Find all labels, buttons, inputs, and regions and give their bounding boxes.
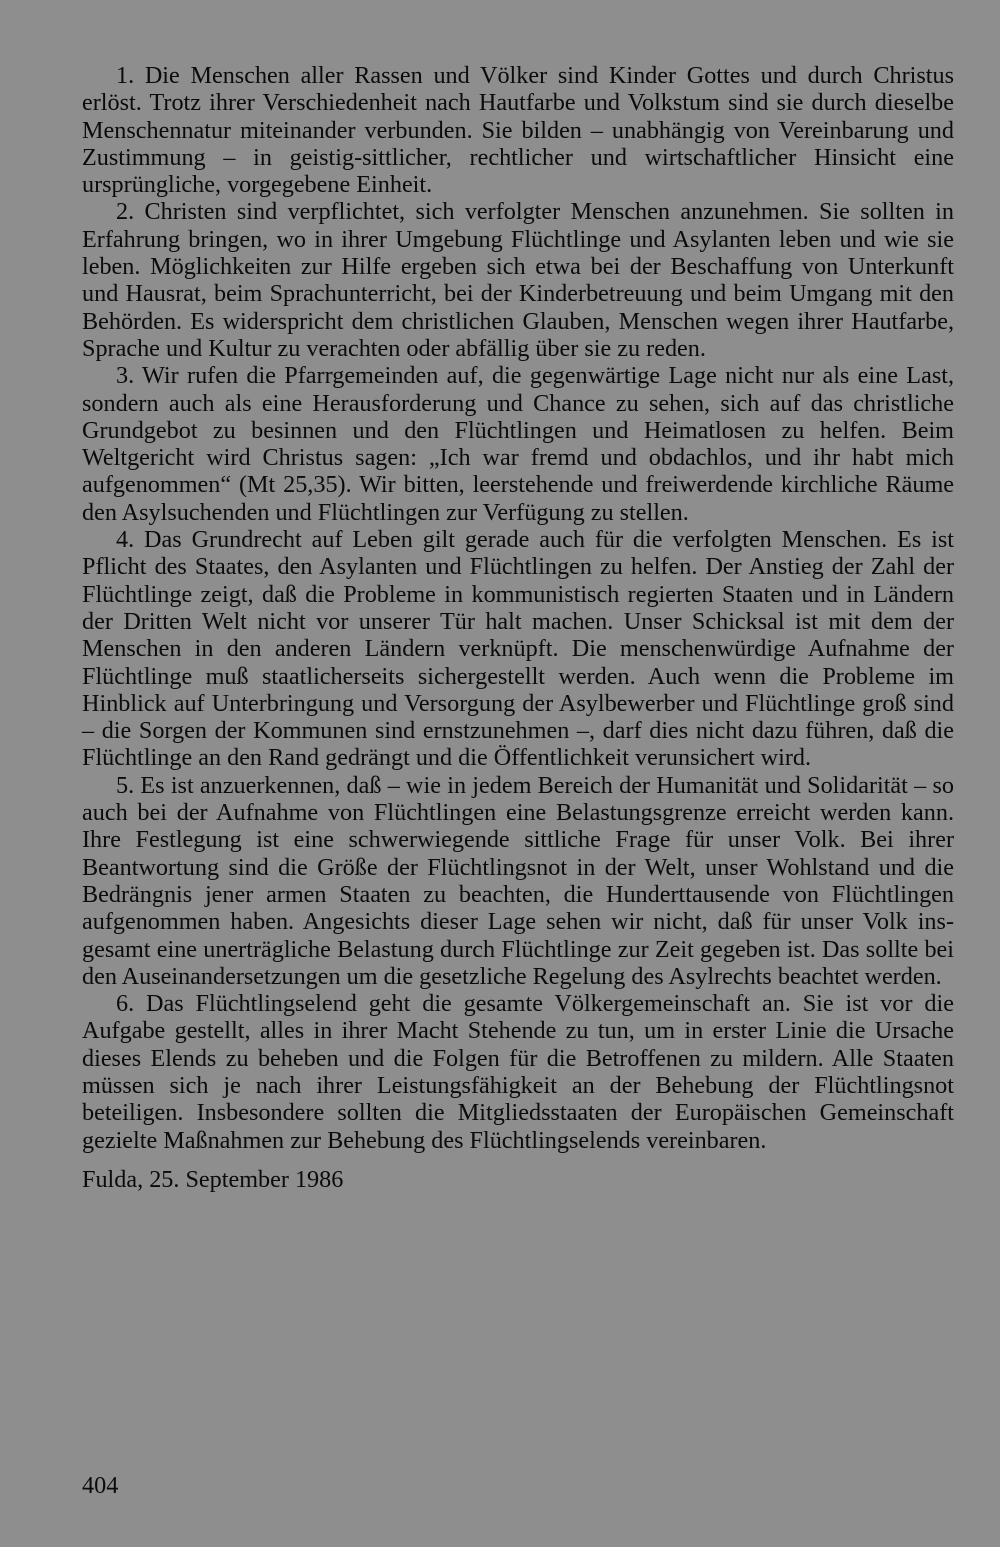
page-number: 404 — [82, 1472, 119, 1499]
paragraph-3: 3. Wir rufen die Pfarrgemeinden auf, die gegenwärtige Lage nicht nur als eine Last, sondern auch als eine Herausforderung und Chance zu sehen, sich auf das christliche Grundgebot zu besinnen und den Flüchtlingen und Heimatlosen zu helfen. Beim Weltgericht wird Christus sagen: „Ich war fremd und obdachlos, und ihr habt mich aufgenommen“ (Mt 25,35). Wir bitten, leerstehende und freiwerdende kirchliche Räume den Asylsuchenden und Flüchtlingen zur Verfügung zu stellen. — [82, 362, 954, 526]
paragraph-5: 5. Es ist anzuerkennen, daß – wie in jedem Bereich der Humanität und Solidarität – so auch bei der Aufnahme von Flüchtlingen eine Belastungsgrenze erreicht werden kann. Ihre Festlegung ist eine schwerwiegende sittliche Frage für unser Volk. Bei ihrer Beantwortung sind die Größe der Flüchtlingsnot in der Welt, unser Wohlstand und die Bedrängnis jener armen Staaten zu beachten, die Hunderttausende von Flüchtlingen aufgenommen haben. Angesichts dieser Lage sehen wir nicht, daß für unser Volk insgesamt eine unerträgliche Belastung durch Flüchtlinge zur Zeit gegeben ist. Das sollte bei den Auseinandersetzungen um die gesetzliche Regelung des Asylrechts beachtet werden. — [82, 771, 954, 990]
paragraph-4: 4. Das Grundrecht auf Leben gilt gerade auch für die verfolgten Menschen. Es ist Pflicht des Staates, den Asylanten und Flüchtlingen zu helfen. Der Anstieg der Zahl der Flüchtlinge zeigt, daß die Probleme in kommunistisch regierten Staaten und in Ländern der Dritten Welt nicht vor unserer Tür halt machen. Unser Schicksal ist mit dem der Menschen in den anderen Ländern verknüpft. Die menschenwürdige Aufnahme der Flüchtlinge muß staatlicherseits sichergestellt werden. Auch wenn die Probleme im Hinblick auf Unterbringung und Versorgung der Asylbewerber und Flüchtlinge groß sind – die Sorgen der Kommunen sind ernstzunehmen –, darf dies nicht dazu führen, daß die Flüchtlinge an den Rand gedrängt und die Öffentlichkeit verunsichert wird. — [82, 526, 954, 772]
paragraph-1: 1. Die Menschen aller Rassen und Völker sind Kinder Gottes und durch Christus erlöst. Trotz ihrer Verschiedenheit nach Hautfarbe und Volkstum sind sie durch dieselbe Menschennatur miteinander verbunden. Sie bilden – unabhängig von Vereinbarung und Zustimmung – in geistig-sittlicher, rechtlicher und wirtschaftlicher Hinsicht eine ursprüngliche, vorgegebene Einheit. — [82, 62, 954, 199]
dateline: Fulda, 25. September 1986 — [82, 1165, 344, 1193]
paragraph-6: 6. Das Flüchtlingselend geht die gesamte Völkergemeinschaft an. Sie ist vor die Aufgabe gestellt, alles in ihrer Macht Stehende zu tun, um in erster Linie die Ursache dieses Elends zu beheben und die Folgen für die Betroffenen zu mildern. Alle Staaten müssen sich je nach ihrer Leistungsfähigkeit an der Behebung der Flüchtlingsnot beteiligen. Insbesondere sollten die Mitgliedsstaaten der Europäischen Gemeinschaft gezielte Maßnahmen zur Behebung des Flüchtlingselends vereinbaren. — [82, 990, 954, 1154]
paragraph-2: 2. Christen sind verpflichtet, sich verfolgter Menschen anzunehmen. Sie sollten in Erfahrung bringen, wo in ihrer Umgebung Flüchtlinge und Asylanten leben und wie sie leben. Möglichkeiten zur Hilfe ergeben sich etwa bei der Beschaffung von Unterkunft und Hausrat, beim Sprachunterricht, bei der Kinderbetreuung und beim Umgang mit den Behörden. Es widerspricht dem christlichen Glauben, Menschen wegen ihrer Hautfarbe, Sprache und Kultur zu verachten oder abfällig über sie zu reden. — [82, 198, 954, 362]
page-body — [82, 62, 954, 1193]
